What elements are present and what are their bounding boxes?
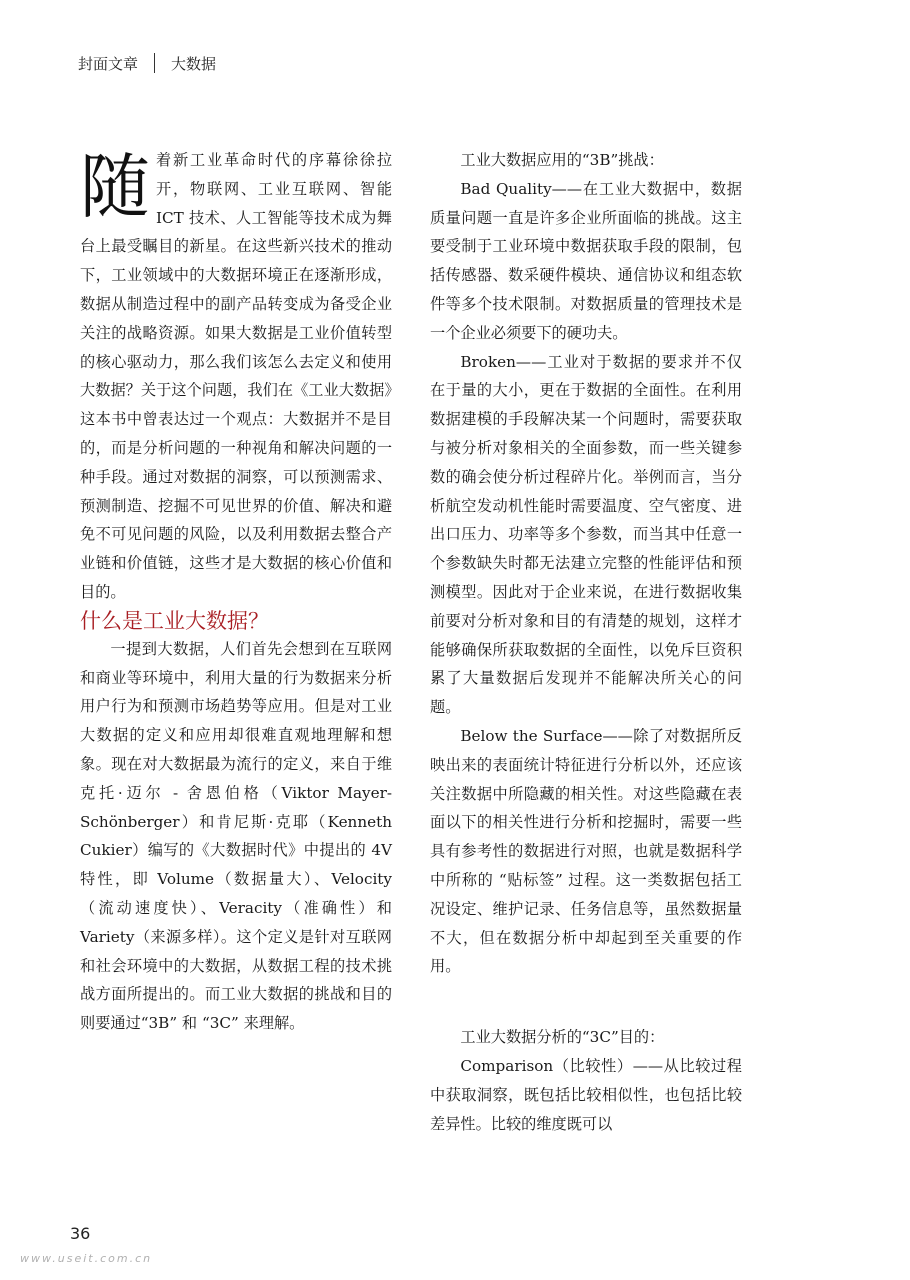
drop-cap: 随 xyxy=(80,146,150,228)
heading-3c: 工业大数据分析的“3C”目的： xyxy=(460,1028,665,1047)
paragraph-comparison: Comparison（比较性）——从比较过程中获取洞察，既包括比较相似性，也包括比较差异性。比较的维度既可以 xyxy=(430,1056,742,1133)
paragraph-broken: Broken——工业对于数据的要求并不仅在于量的大小，更在于数据的全面性。在利用数据建模的手段解决某一个问题时，需要获取与被分析对象相关的全面参数，而一些关键参数的确会使分析过程碎片化。举例而言，当分析航空发动机性能时需要温度、空气密度、进出口压力、功率等多个参数，而当其中任意一个参数缺失时都无法建立完整的性能评估和预测模型。因此对于企业来说，在进行数据收集前要对分析对象和目的有清楚的规划，这样才能够确保所获取数据的全面性，以免斥巨资积累了大量数据后发现并不能解决所关心的问题。 xyxy=(430,352,742,717)
page-number: 36 xyxy=(70,1224,91,1243)
left-column xyxy=(80,146,392,1038)
running-header xyxy=(78,50,216,76)
section-title: 什么是工业大数据？ xyxy=(80,608,269,633)
paragraph-bad-quality: Bad Quality——在工业大数据中，数据质量问题一直是许多企业所面临的挑战。这主要受制于工业环境中数据获取手段的限制，包括传感器、数采硬件模块、通信协议和组态软件等多个技术限制。对数据质量的管理技术是一个企业必须要下的硬功夫。 xyxy=(430,179,742,342)
header-divider xyxy=(154,53,155,73)
heading-3b: 工业大数据应用的“3B”挑战： xyxy=(460,151,664,169)
intro-text: 着新工业革命时代的序幕徐徐拉开，物联网、工业互联网、智能 ICT 技术、人工智能等技术成为舞台上最受瞩目的新星。在这些新兴技术的推动下，工业领域中的大数据环境正在逐渐形成，数据从制造过程中的副产品转变成为备受企业关注的战略资源。如果大数据是工业价值转型的核心驱动力，那么我们该怎么去定义和使用大数据？关于这个问题，我们在《工业大数据》这本书中曾表达过一个观点：大数据并不是目的，而是分析问题的一种视角和解决问题的一种手段。通过对数据的洞察，可以预测需求、预测制造、挖掘不可见世界的价值、解决和避免不可见问题的风险，以及利用数据去整合产业链和价值链，这些才是大数据的核心价值和目的。 xyxy=(80,151,392,601)
topic-label: 大数据 xyxy=(171,54,217,73)
spacer xyxy=(430,981,742,1023)
body-paragraph: 一提到大数据，人们首先会想到在互联网和商业等环境中，利用大量的行为数据来分析用户行为和预测市场趋势等应用。但是对工业大数据的定义和应用却很难直观地理解和想象。现在对大数据最为流行的定义，来自于维克托·迈尔 - 舍恩伯格（Viktor Mayer-Schönberger）和肯尼斯·克耶（Kenneth Cukier）编写的《大数据时代》中提出的 4V 特性，即 Volume（数据量大）、Velocity（流动速度快）、Veracity（准确性）和 Variety（来源多样）。这个定义是针对互联网和社会环境中的大数据，从数据工程的技术挑战方面所提出的。而工业大数据的挑战和目的则要通过“3B” 和 “3C” 来理解。 xyxy=(80,639,392,1033)
watermark: www.useit.com.cn xyxy=(20,1252,153,1265)
intro-paragraph xyxy=(80,146,392,607)
section-label: 封面文章 xyxy=(78,54,139,73)
right-column xyxy=(430,146,742,1138)
paragraph-below-surface: Below the Surface——除了对数据所反映出来的表面统计特征进行分析以外，还应该关注数据中所隐藏的相关性。对这些隐藏在表面以下的相关性进行分析和挖掘时，需要一些具有参考性的数据进行对照，也就是数据科学中所称的 “贴标签” 过程。这一类数据包括工况设定、维护记录、任务信息等，虽然数据量不大，但在数据分析中却起到至关重要的作用。 xyxy=(430,726,742,976)
